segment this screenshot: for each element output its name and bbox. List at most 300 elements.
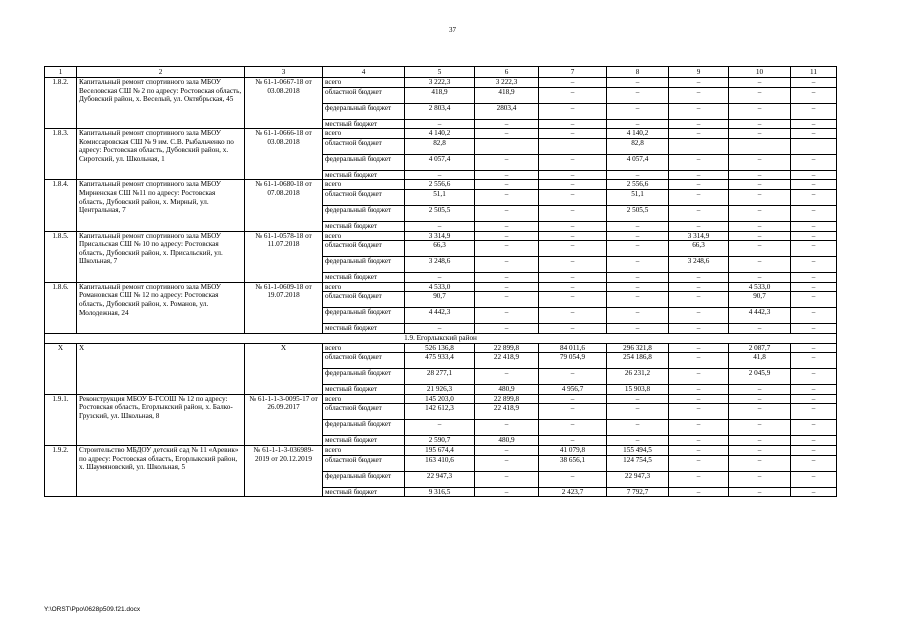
amount-cell: 155 494,5 [607,445,669,455]
funding-source: всего [323,129,405,139]
amount-cell: – [729,273,791,283]
table-row [45,394,837,404]
expertise-document: № 61-1-0666-18 от 03.08.2018 [245,129,323,180]
amount-cell: – [669,129,729,139]
amount-cell: 3 314,9 [405,231,475,241]
amount-cell: 475 933,4 [405,353,475,369]
amount-cell: 90,7 [729,292,791,308]
amount-cell: 3 314,9 [669,231,729,241]
amount-cell: – [607,103,669,119]
amount-cell: – [669,170,729,180]
amount-cell: 4 442,3 [405,308,475,324]
table-row [45,78,837,88]
amount-cell: – [791,180,837,190]
amount-cell: – [791,170,837,180]
amount-cell: – [607,119,669,129]
amount-cell: – [669,119,729,129]
amount-cell: – [475,119,539,129]
amount-cell: 82,8 [405,138,475,154]
amount-cell: – [607,282,669,292]
amount-cell: – [791,487,837,497]
amount-cell: 254 186,8 [607,353,669,369]
amount-cell: – [607,308,669,324]
amount-cell: 79 054,9 [539,353,607,369]
row-index: 1.8.3. [45,129,77,180]
amount-cell: 480,9 [475,436,539,446]
amount-cell: 38 656,1 [539,455,607,471]
amount-cell: – [669,221,729,231]
amount-cell: – [475,308,539,324]
amount-cell: – [475,189,539,205]
amount-cell: – [607,324,669,334]
amount-cell: – [729,189,791,205]
funding-source: федеральный бюджет [323,205,405,221]
funding-source: областной бюджет [323,241,405,257]
funding-source: всего [323,282,405,292]
amount-cell: 21 926,3 [405,385,475,395]
amount-cell: – [729,241,791,257]
amount-cell: – [539,436,607,446]
amount-cell: 2 423,7 [539,487,607,497]
amount-cell: – [669,308,729,324]
amount-cell: 3 248,6 [405,257,475,273]
amount-cell: 4 533,0 [729,282,791,292]
funding-source: местный бюджет [323,273,405,283]
object-name: Реконструкция МБОУ Б-ГСОШ № 12 по адресу: Ростовская область, Егорлыкский район, х. Балко-Грузский, ул. Школьная, 8 [77,394,245,445]
amount-cell: – [539,282,607,292]
funding-source: федеральный бюджет [323,154,405,170]
page-number: 37 [449,26,456,34]
column-number: 5 [405,67,475,78]
amount-cell: – [539,119,607,129]
amount-cell: – [791,292,837,308]
amount-cell: 22 899,8 [475,343,539,353]
funding-source: областной бюджет [323,87,405,103]
amount-cell: – [669,103,729,119]
amount-cell: – [669,87,729,103]
funding-source: всего [323,343,405,353]
funding-source: областной бюджет [323,292,405,308]
amount-cell: – [539,273,607,283]
amount-cell: – [539,257,607,273]
amount-cell: 15 903,8 [607,385,669,395]
amount-cell: 2 045,9 [729,369,791,385]
amount-cell: 296 321,8 [607,343,669,353]
object-name: Капитальный ремонт спортивного зала МБОУ Романовская СШ № 12 по адресу: Ростовская область, Дубовский район, х. Романов, ул. Молодежная, 24 [77,282,245,333]
amount-cell: 51,1 [607,189,669,205]
funding-source: местный бюджет [323,385,405,395]
amount-cell: – [791,404,837,420]
amount-cell: – [791,282,837,292]
amount-cell: – [729,205,791,221]
amount-cell: – [729,154,791,170]
amount-cell: – [607,87,669,103]
amount-cell: – [539,308,607,324]
amount-cell: – [475,292,539,308]
row-index: 1.8.6. [45,282,77,333]
amount-cell: – [539,471,607,487]
amount-cell: – [729,420,791,436]
amount-cell: – [669,404,729,420]
amount-cell: – [729,404,791,420]
amount-cell: – [405,324,475,334]
amount-cell: – [539,221,607,231]
funding-source: местный бюджет [323,487,405,497]
amount-cell: 82,8 [607,138,669,154]
amount-cell: 3 222,3 [475,78,539,88]
amount-cell: – [729,119,791,129]
amount-cell: – [475,445,539,455]
amount-cell: 66,3 [669,241,729,257]
amount-cell: – [791,394,837,404]
amount-cell: – [791,257,837,273]
amount-cell: 142 612,3 [405,404,475,420]
amount-cell: – [607,78,669,88]
amount-cell: – [729,221,791,231]
amount-cell [791,138,837,154]
amount-cell: – [539,324,607,334]
amount-cell: – [607,292,669,308]
amount-cell: 2 556,6 [405,180,475,190]
funding-source: местный бюджет [323,119,405,129]
amount-cell: 41 079,8 [539,445,607,455]
amount-cell: – [475,257,539,273]
table-body [45,78,837,497]
program-table [44,66,837,497]
amount-cell: – [475,154,539,170]
amount-cell: – [607,241,669,257]
amount-cell: – [791,445,837,455]
amount-cell: – [539,205,607,221]
amount-cell: – [405,170,475,180]
amount-cell: 2 590,7 [405,436,475,446]
amount-cell: 3 248,6 [669,257,729,273]
object-name: Строительство МБДОУ детский сад № 11 «Аревик» по адресу: Ростовская область, Егорлыкский район, х. Шаумяновский, ул. Школьная, 5 [77,445,245,496]
amount-cell: – [607,436,669,446]
amount-cell: – [607,273,669,283]
table-row [45,231,837,241]
row-index: X [45,343,77,394]
amount-cell: – [791,154,837,170]
amount-cell: – [791,273,837,283]
amount-cell: – [475,487,539,497]
column-number: 10 [729,67,791,78]
funding-source: федеральный бюджет [323,103,405,119]
column-numbers-header [45,67,837,78]
amount-cell: – [791,189,837,205]
expertise-document: № 61-1-0609-18 от 19.07.2018 [245,282,323,333]
amount-cell: – [405,273,475,283]
funding-source: всего [323,78,405,88]
amount-cell: – [669,445,729,455]
amount-cell: – [669,487,729,497]
funding-source: областной бюджет [323,455,405,471]
amount-cell [475,138,539,154]
amount-cell: – [729,436,791,446]
funding-source: федеральный бюджет [323,420,405,436]
amount-cell: – [729,471,791,487]
column-number: 11 [791,67,837,78]
amount-cell: 84 011,6 [539,343,607,353]
amount-cell: – [669,324,729,334]
amount-cell: – [539,170,607,180]
amount-cell: – [729,394,791,404]
amount-cell [669,138,729,154]
amount-cell: – [539,369,607,385]
amount-cell: – [729,78,791,88]
amount-cell: – [791,205,837,221]
amount-cell: – [669,436,729,446]
amount-cell: – [791,420,837,436]
amount-cell: – [669,154,729,170]
object-name: X [77,343,245,394]
amount-cell: – [607,231,669,241]
amount-cell: – [791,343,837,353]
column-number: 2 [77,67,245,78]
table-row [45,343,837,353]
file-path-footer: Y:\ORST\Ppo\0628p509.f21.docx [44,606,141,613]
amount-cell: 526 136,8 [405,343,475,353]
amount-cell: – [475,170,539,180]
amount-cell: – [539,78,607,88]
amount-cell: – [405,119,475,129]
amount-cell: – [669,385,729,395]
amount-cell: 22 418,9 [475,353,539,369]
amount-cell: – [729,129,791,139]
amount-cell: – [791,129,837,139]
amount-cell: – [539,154,607,170]
amount-cell: – [729,231,791,241]
amount-cell: 195 674,4 [405,445,475,455]
amount-cell: 2 803,4 [405,103,475,119]
amount-cell: – [539,103,607,119]
expertise-document: № 61-1-1-3-0095-17 от 26.09.2017 [245,394,323,445]
amount-cell: – [669,292,729,308]
amount-cell: 163 410,6 [405,455,475,471]
amount-cell: – [539,420,607,436]
amount-cell: – [539,241,607,257]
amount-cell: – [669,471,729,487]
funding-source: областной бюджет [323,189,405,205]
funding-source: федеральный бюджет [323,257,405,273]
amount-cell: – [791,324,837,334]
amount-cell: – [475,324,539,334]
expertise-document: № 61-1-0578-18 от 11.07.2018 [245,231,323,282]
amount-cell: 4 140,2 [405,129,475,139]
row-index: 1.9.1. [45,394,77,445]
amount-cell: – [791,241,837,257]
amount-cell: – [475,180,539,190]
amount-cell: 2 505,5 [607,205,669,221]
amount-cell: 41,8 [729,353,791,369]
amount-cell: 26 231,2 [607,369,669,385]
funding-source: всего [323,231,405,241]
amount-cell: – [729,324,791,334]
amount-cell: – [405,420,475,436]
object-name: Капитальный ремонт спортивного зала МБОУ Присальская СШ № 10 по адресу: Ростовская область, Дубовский район, х. Присальский, ул. Школьная, 7 [77,231,245,282]
amount-cell: – [669,189,729,205]
amount-cell: – [475,221,539,231]
amount-cell: 418,9 [475,87,539,103]
amount-cell: – [729,180,791,190]
amount-cell: 22 418,9 [475,404,539,420]
amount-cell: 2803,4 [475,103,539,119]
amount-cell: – [475,205,539,221]
amount-cell: – [791,471,837,487]
amount-cell: – [669,369,729,385]
amount-cell: 22 947,3 [607,471,669,487]
amount-cell: – [669,343,729,353]
amount-cell: – [539,87,607,103]
amount-cell: – [607,404,669,420]
amount-cell: – [539,129,607,139]
amount-cell: – [475,455,539,471]
funding-source: местный бюджет [323,436,405,446]
amount-cell: – [791,103,837,119]
amount-cell: – [475,129,539,139]
table-row [45,445,837,455]
table-row [45,129,837,139]
amount-cell: – [539,189,607,205]
amount-cell: – [791,385,837,395]
amount-cell: 145 203,0 [405,394,475,404]
section-row [45,333,837,343]
amount-cell: – [475,273,539,283]
amount-cell: 418,9 [405,87,475,103]
amount-cell: 90,7 [405,292,475,308]
amount-cell [729,138,791,154]
row-index: 1.8.5. [45,231,77,282]
amount-cell: – [607,170,669,180]
funding-source: федеральный бюджет [323,308,405,324]
funding-source: местный бюджет [323,324,405,334]
amount-cell: – [669,273,729,283]
amount-cell: 480,9 [475,385,539,395]
amount-cell: – [791,436,837,446]
amount-cell: – [669,205,729,221]
amount-cell: – [729,445,791,455]
funding-source: областной бюджет [323,138,405,154]
amount-cell: 9 316,5 [405,487,475,497]
amount-cell: – [729,487,791,497]
amount-cell: – [475,420,539,436]
row-index: 1.8.2. [45,78,77,129]
funding-source: федеральный бюджет [323,369,405,385]
table-row [45,282,837,292]
amount-cell: – [669,78,729,88]
amount-cell: – [791,78,837,88]
amount-cell: – [791,87,837,103]
column-number: 3 [245,67,323,78]
funding-source: областной бюджет [323,404,405,420]
amount-cell: 2 556,6 [607,180,669,190]
column-number: 9 [669,67,729,78]
column-number: 6 [475,67,539,78]
amount-cell: 124 754,5 [607,455,669,471]
amount-cell [539,138,607,154]
amount-cell: 4 956,7 [539,385,607,395]
expertise-document: X [245,343,323,394]
amount-cell: – [791,353,837,369]
amount-cell: 22 947,3 [405,471,475,487]
amount-cell: 66,3 [405,241,475,257]
amount-cell: – [539,394,607,404]
funding-source: всего [323,180,405,190]
funding-source: местный бюджет [323,170,405,180]
row-index: 1.8.4. [45,180,77,231]
amount-cell: – [475,282,539,292]
amount-cell: – [607,420,669,436]
amount-cell: 3 222,3 [405,78,475,88]
amount-cell: – [791,119,837,129]
amount-cell: 4 057,4 [405,154,475,170]
amount-cell: 4 140,2 [607,129,669,139]
amount-cell: – [475,231,539,241]
amount-cell: – [607,221,669,231]
amount-cell: – [729,455,791,471]
amount-cell: – [791,231,837,241]
amount-cell: – [729,257,791,273]
amount-cell: – [791,221,837,231]
amount-cell: – [539,404,607,420]
amount-cell: – [475,471,539,487]
amount-cell: – [475,241,539,257]
expertise-document: № 61-1-0667-18 от 03.08.2018 [245,78,323,129]
section-title: 1.9. Егорлыкский район [45,333,837,343]
amount-cell: 22 899,8 [475,394,539,404]
amount-cell: – [669,455,729,471]
column-number: 4 [323,67,405,78]
expertise-document: № 61-1-1-3-036989-2019 от 20.12.2019 [245,445,323,496]
amount-cell: 28 277,1 [405,369,475,385]
row-index: 1.9.2. [45,445,77,496]
amount-cell: – [729,103,791,119]
amount-cell: – [539,180,607,190]
amount-cell: – [669,353,729,369]
object-name: Капитальный ремонт спортивного зала МБОУ Мирненская СШ №11 по адресу: Ростовская область, Дубовский район, х. Мирный, ул. Центральная, 7 [77,180,245,231]
amount-cell: – [669,282,729,292]
amount-cell: – [791,369,837,385]
funding-source: местный бюджет [323,221,405,231]
column-number: 8 [607,67,669,78]
amount-cell: 51,1 [405,189,475,205]
amount-cell: – [607,394,669,404]
amount-cell: – [539,231,607,241]
funding-source: областной бюджет [323,353,405,369]
amount-cell: – [791,308,837,324]
amount-cell: – [729,170,791,180]
column-number: 7 [539,67,607,78]
amount-cell: – [669,180,729,190]
table-row [45,180,837,190]
amount-cell: – [669,394,729,404]
amount-cell: – [729,87,791,103]
amount-cell: – [405,221,475,231]
amount-cell: 2 087,7 [729,343,791,353]
object-name: Капитальный ремонт спортивного зала МБОУ Веселовская СШ № 2 по адресу: Ростовская область, Дубовский район, х. Веселый, ул. Октябрьская, 45 [77,78,245,129]
amount-cell: – [539,292,607,308]
expertise-document: № 61-1-0680-18 от 07.08.2018 [245,180,323,231]
amount-cell: – [607,257,669,273]
object-name: Капитальный ремонт спортивного зала МБОУ Комиссаровская СШ № 9 им. С.В. Рыбальченко по адресу: Ростовская область, Дубовский район, х. Сиротский, ул. Школьная, 1 [77,129,245,180]
amount-cell: 4 057,4 [607,154,669,170]
amount-cell: 2 505,5 [405,205,475,221]
amount-cell: 4 442,3 [729,308,791,324]
amount-cell: 7 792,7 [607,487,669,497]
amount-cell: – [791,455,837,471]
amount-cell: – [669,420,729,436]
column-number: 1 [45,67,77,78]
